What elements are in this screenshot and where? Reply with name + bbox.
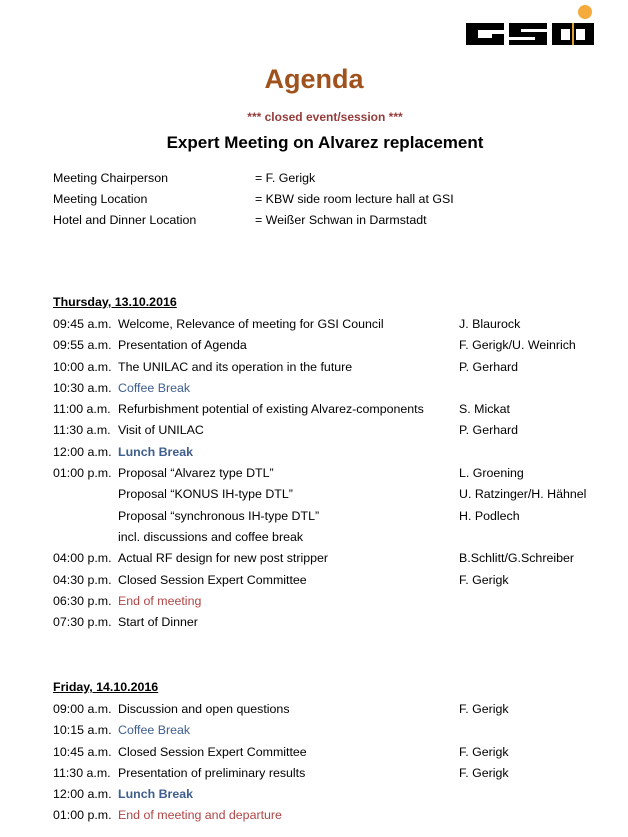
- agenda-description: Welcome, Relevance of meeting for GSI Council: [118, 316, 384, 331]
- agenda-description: Actual RF design for new post stripper: [118, 551, 329, 566]
- agenda-item: [53, 462, 586, 483]
- agenda-time: 10:45 a.m.: [53, 744, 112, 759]
- logo-letter-s: [509, 23, 547, 45]
- day-thursday: [53, 292, 586, 633]
- agenda-item: [53, 698, 509, 719]
- agenda-description: Closed Session Expert Committee: [118, 744, 307, 759]
- agenda-item: [53, 441, 586, 462]
- agenda-description: Presentation of Agenda: [118, 338, 247, 353]
- agenda-speaker: F. Gerigk: [459, 744, 509, 759]
- agenda-item: [53, 611, 586, 632]
- agenda-description: Visit of UNILAC: [118, 423, 204, 438]
- agenda-description: Discussion and open questions: [118, 701, 290, 716]
- agenda-time: 09:00 a.m.: [53, 701, 112, 716]
- agenda-description: Refurbishment potential of existing Alvarez-components: [118, 402, 424, 417]
- agenda-time: 01:00 p.m.: [53, 808, 112, 823]
- agenda-speaker: F. Gerigk: [459, 572, 509, 587]
- agenda-time: 07:30 p.m.: [53, 615, 112, 630]
- info-value: = Weißer Schwan in Darmstadt: [255, 213, 427, 228]
- info-row-hotel: [53, 210, 454, 231]
- agenda-description: Closed Session Expert Committee: [118, 572, 307, 587]
- agenda-item: [53, 805, 509, 826]
- agenda-time: 11:30 a.m.: [53, 423, 111, 438]
- logo-letter-g: [466, 23, 504, 45]
- agenda-item: [53, 398, 586, 419]
- agenda-speaker: F. Gerigk: [459, 701, 509, 716]
- agenda-time: 11:00 a.m.: [53, 402, 111, 417]
- agenda-description: Coffee Break: [118, 380, 191, 395]
- info-label: Meeting Chairperson: [53, 170, 169, 185]
- gsi-logo: [466, 3, 598, 45]
- agenda-time: 10:30 a.m.: [53, 380, 112, 395]
- agenda-item: [53, 741, 509, 762]
- agenda-item: [53, 526, 586, 547]
- agenda-time: 10:00 a.m.: [53, 359, 112, 374]
- closed-event-note: *** closed event/session ***: [247, 110, 403, 124]
- agenda-description: Proposal “KONUS IH-type DTL”: [118, 487, 293, 502]
- agenda-time: 01:00 p.m.: [53, 466, 112, 481]
- meeting-info: [53, 167, 454, 231]
- agenda-time: 12:00 a.m.: [53, 787, 112, 802]
- agenda-description: Lunch Break: [118, 787, 194, 802]
- agenda-item: [53, 720, 509, 741]
- info-value: = KBW side room lecture hall at GSI: [255, 191, 454, 206]
- agenda-item: [53, 377, 586, 398]
- agenda-time: 10:15 a.m.: [53, 723, 112, 738]
- agenda-description: Proposal “Alvarez type DTL”: [118, 466, 274, 481]
- agenda-speaker: L. Groening: [459, 466, 524, 481]
- day-heading: Thursday, 13.10.2016: [53, 295, 177, 309]
- agenda-description: Presentation of preliminary results: [118, 765, 306, 780]
- agenda-speaker: S. Mickat: [459, 402, 510, 417]
- agenda-speaker: B.Schlitt/G.Schreiber: [459, 551, 575, 566]
- info-label: Hotel and Dinner Location: [53, 213, 197, 228]
- agenda-description: End of meeting: [118, 593, 202, 608]
- agenda-speaker: P. Gerhard: [459, 359, 519, 374]
- agenda-item: [53, 783, 509, 804]
- logo-dot: [578, 5, 592, 19]
- page-title: Agenda: [264, 64, 364, 94]
- info-row-chairperson: [53, 167, 454, 188]
- agenda-item: [53, 356, 586, 377]
- agenda-time: 04:00 p.m.: [53, 551, 112, 566]
- meeting-subtitle: Expert Meeting on Alvarez replacement: [166, 133, 484, 152]
- agenda-description: Coffee Break: [118, 723, 191, 738]
- agenda-time: 12:00 a.m.: [53, 444, 112, 459]
- agenda-item: [53, 484, 586, 505]
- agenda-description: Start of Dinner: [118, 615, 198, 630]
- agenda-time: 04:30 p.m.: [53, 572, 112, 587]
- agenda-item: [53, 313, 586, 334]
- day-heading: Friday, 14.10.2016: [53, 680, 159, 694]
- agenda-description: incl. discussions and coffee break: [118, 529, 304, 544]
- info-row-location: [53, 188, 454, 209]
- day-friday: [53, 677, 509, 826]
- agenda-item: [53, 505, 586, 526]
- info-value: = F. Gerigk: [255, 170, 316, 185]
- agenda-description: The UNILAC and its operation in the future: [118, 359, 353, 374]
- info-label: Meeting Location: [53, 191, 148, 206]
- agenda-time: 09:55 a.m.: [53, 338, 112, 353]
- agenda-time: 09:45 a.m.: [53, 316, 112, 331]
- agenda-item: [53, 590, 586, 611]
- agenda-speaker: P. Gerhard: [459, 423, 519, 438]
- agenda-description: Lunch Break: [118, 444, 194, 459]
- agenda-item: [53, 762, 509, 783]
- agenda-item: [53, 335, 586, 356]
- agenda-speaker: F. Gerigk: [459, 765, 509, 780]
- agenda-speaker: U. Ratzinger/H. Hähnel: [459, 487, 587, 502]
- agenda-time: 11:30 a.m.: [53, 765, 111, 780]
- agenda-item: [53, 420, 586, 441]
- agenda-speaker: F. Gerigk/U. Weinrich: [459, 338, 576, 353]
- agenda-time: 06:30 p.m.: [53, 593, 112, 608]
- agenda-speaker: J. Blaurock: [459, 316, 521, 331]
- agenda-speaker: H. Podlech: [459, 508, 520, 523]
- agenda-item: [53, 548, 586, 569]
- agenda-description: Proposal “synchronous IH-type DTL”: [118, 508, 320, 523]
- agenda-item: [53, 569, 586, 590]
- agenda-description: End of meeting and departure: [118, 808, 282, 823]
